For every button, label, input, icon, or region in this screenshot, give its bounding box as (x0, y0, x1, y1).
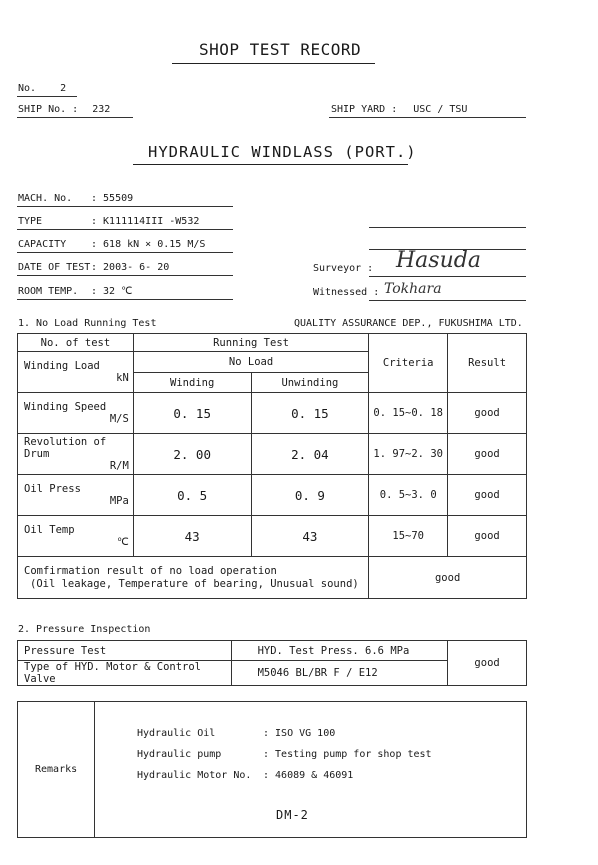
ship-no-row (18, 104, 110, 115)
no-load-test-table (17, 333, 527, 599)
mach-no-value: : 55509 (91, 193, 134, 204)
result-value: good (448, 434, 527, 475)
witnessed-line (369, 300, 526, 301)
section1-title: 1. No Load Running Test (18, 318, 157, 329)
document-title: SHOP TEST RECORD (199, 40, 362, 59)
table-row (18, 434, 527, 475)
row-label: Revolution of Drum (24, 436, 107, 460)
table-row (18, 475, 527, 516)
type-value: : K111114III -W532 (91, 216, 200, 227)
pressure-inspection-table (17, 640, 527, 686)
date-label: DATE OF TEST (18, 262, 91, 273)
mach-no-label: MACH. No. (18, 193, 73, 204)
surveyor-line (369, 276, 526, 277)
result-header: Result (448, 334, 527, 393)
kn-unit: kN (116, 372, 129, 384)
motor-label: Type of HYD. Motor & Control Valve (18, 661, 232, 686)
org-name: QUALITY ASSURANCE DEP., FUKUSHIMA LTD. (294, 318, 523, 329)
spec-underline (17, 252, 233, 253)
surveyor-label: Surveyor : (313, 263, 374, 274)
surveyor-signature: Hasuda (396, 248, 481, 273)
table-row (18, 393, 527, 434)
remark-value: : 46089 & 46091 (263, 770, 354, 781)
pressure-test-value: HYD. Test Press. 6.6 MPa (231, 641, 448, 661)
row-label-cell (18, 516, 134, 557)
winding-value: 0. 5 (133, 475, 251, 516)
confirmation-result: good (369, 557, 527, 599)
machine-title-underline (133, 164, 408, 165)
ship-no-label: SHIP No. : (18, 104, 79, 115)
criteria-value: 0. 5~3. 0 (369, 475, 448, 516)
remark-name: Hydraulic pump (137, 749, 222, 760)
type-label: TYPE (18, 216, 43, 227)
witnessed-label: Witnessed : (313, 287, 380, 298)
unwinding-value: 0. 9 (251, 475, 369, 516)
confirmation-line2: (Oil leakage, Temperature of bearing, Unusual sound) (30, 577, 359, 590)
criteria-value: 15~70 (369, 516, 448, 557)
row-label-cell (18, 475, 134, 516)
title-underline (172, 63, 375, 64)
no-label: No. (18, 83, 37, 94)
remark-value: : ISO VG 100 (263, 728, 336, 739)
no-row (18, 83, 66, 94)
no-load-header: No Load (133, 352, 368, 373)
ship-yard-underline (329, 117, 526, 118)
pressure-test-label: Pressure Test (18, 641, 232, 661)
row-label-cell (18, 434, 134, 475)
room-temp-label: ROOM TEMP. (18, 286, 79, 297)
ship-no-underline (17, 117, 133, 118)
capacity-value: : 618 kN × 0.15 M/S (91, 239, 206, 250)
remarks-label: Remarks (35, 764, 78, 775)
winding-value: 0. 15 (133, 393, 251, 434)
unwinding-value: 0. 15 (251, 393, 369, 434)
no-underline (17, 96, 77, 97)
result-value: good (448, 516, 527, 557)
unwinding-value: 2. 04 (251, 434, 369, 475)
machine-title: HYDRAULIC WINDLASS (PORT.) (148, 143, 417, 161)
unwinding-value: 43 (251, 516, 369, 557)
no-of-test-header: No. of test (18, 334, 134, 352)
criteria-value: 1. 97~2. 30 (369, 434, 448, 475)
document-code: DM-2 (276, 808, 309, 822)
row-label-cell (18, 393, 134, 434)
table-row (18, 641, 527, 661)
winding-load-label: Winding Load (24, 360, 100, 372)
remarks-divider (94, 701, 95, 838)
criteria-header: Criteria (369, 334, 448, 393)
winding-header: Winding (133, 373, 251, 393)
remark-name: Hydraulic Oil (137, 728, 216, 739)
table-row (18, 516, 527, 557)
row-unit: ℃ (117, 536, 129, 548)
criteria-value: 0. 15~0. 18 (369, 393, 448, 434)
witnessed-signature: Tokhara (384, 281, 442, 297)
table-header-row (18, 334, 527, 352)
row-unit: MPa (109, 495, 129, 507)
section2-title: 2. Pressure Inspection (18, 624, 151, 635)
room-temp-value: : 32 ℃ (91, 286, 133, 297)
result-value: good (448, 393, 527, 434)
ship-yard-label: SHIP YARD : (331, 104, 398, 115)
running-test-header: Running Test (133, 334, 368, 352)
spec-underline (17, 275, 233, 276)
winding-value: 43 (133, 516, 251, 557)
blank-line (369, 227, 526, 228)
row-label: Winding Speed (24, 401, 107, 413)
row-unit: M/S (109, 413, 129, 425)
spec-underline (17, 206, 233, 207)
row-unit: R/M (109, 460, 129, 472)
no-value: 2 (60, 83, 67, 94)
ship-no-value: 232 (92, 104, 111, 115)
spec-underline (17, 229, 233, 230)
confirmation-line1: Comfirmation result of no load operation (24, 564, 277, 577)
capacity-label: CAPACITY (18, 239, 67, 250)
row-label: Oil Press (24, 483, 81, 495)
ship-yard-row (331, 104, 467, 115)
winding-value: 2. 00 (133, 434, 251, 475)
remark-value: : Testing pump for shop test (263, 749, 432, 760)
confirmation-cell (18, 557, 369, 599)
pressure-result: good (448, 641, 527, 686)
spec-underline (17, 299, 233, 300)
unwinding-header: Unwinding (251, 373, 369, 393)
motor-value: M5046 BL/BR F / E12 (231, 661, 448, 686)
ship-yard-value: USC / TSU (413, 104, 468, 115)
result-value: good (448, 475, 527, 516)
winding-load-header (18, 352, 134, 393)
date-value: : 2003- 6- 20 (91, 262, 170, 273)
remark-name: Hydraulic Motor No. (137, 770, 252, 781)
row-label: Oil Temp (24, 524, 75, 536)
confirmation-row (18, 557, 527, 599)
